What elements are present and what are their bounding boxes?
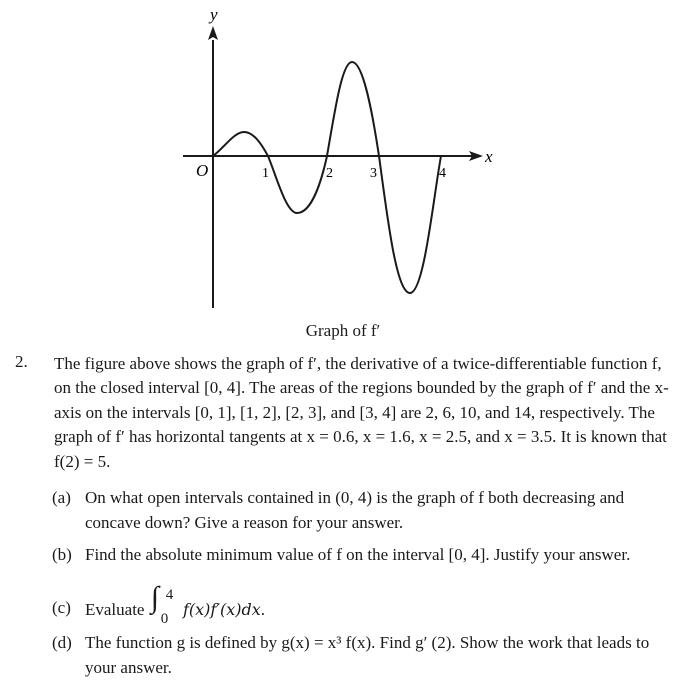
part-c-text <box>85 581 672 627</box>
part-a <box>52 485 672 535</box>
x-tick-label-2: 2 <box>326 166 333 181</box>
part-a-letter: (a) <box>52 488 71 507</box>
part-d-text: The function g is defined by g(x) = x³ f(x). Find g′ (2). Show the work that leads to your answer. <box>85 633 650 677</box>
part-d <box>52 630 672 680</box>
part-b-letter: (b) <box>52 545 72 564</box>
part-b-text: Find the absolute minimum value of f on the interval [0, 4]. Justify your answer. <box>85 545 631 564</box>
graph-of-f-prime <box>0 0 686 345</box>
figure-caption: Graph of f′ <box>305 321 381 340</box>
y-axis-label: y <box>210 5 218 24</box>
part-c-prefix: Evaluate <box>85 600 145 619</box>
y-axis-arrow <box>208 26 218 40</box>
integrand: f(x)f′(x)dx <box>182 600 261 619</box>
part-d-letter: (d) <box>52 633 72 652</box>
x-tick-label-1: 1 <box>262 166 269 181</box>
x-tick-label-3: 3 <box>370 166 377 181</box>
problem-number: 2. <box>15 352 28 371</box>
part-a-text: On what open intervals contained in (0, 4) is the graph of f both decreasing and concave down? Give a reason for your answer. <box>85 488 625 532</box>
part-b <box>52 542 672 567</box>
integral-lower-limit: 0 <box>160 611 169 627</box>
part-c <box>52 581 672 627</box>
part-c-letter: (c) <box>52 598 71 617</box>
integral-upper-limit: 4 <box>165 587 174 603</box>
integral-sign: ∫ 4 0 <box>149 595 179 619</box>
x-axis-label: x <box>485 147 493 166</box>
problem-intro: The figure above shows the graph of f′, the derivative of a twice-differentiable function f, on the closed interval [0, 4]. The areas of the regions bounded by the graph of f′ and the x-axis on the intervals [0, 1], [1, 2], [2, 3], and [3, 4] are 2, 6, 10, and 14, respectively. The graph of f′ has horizontal tangents at x = 0.6, x = 1.6, x = 2.5, and x = 3.5. It is known that f(2) = 5. <box>54 354 669 471</box>
part-c-suffix: . <box>260 600 265 619</box>
x-tick-label-4: 4 <box>439 166 446 181</box>
origin-label: O <box>196 161 209 180</box>
